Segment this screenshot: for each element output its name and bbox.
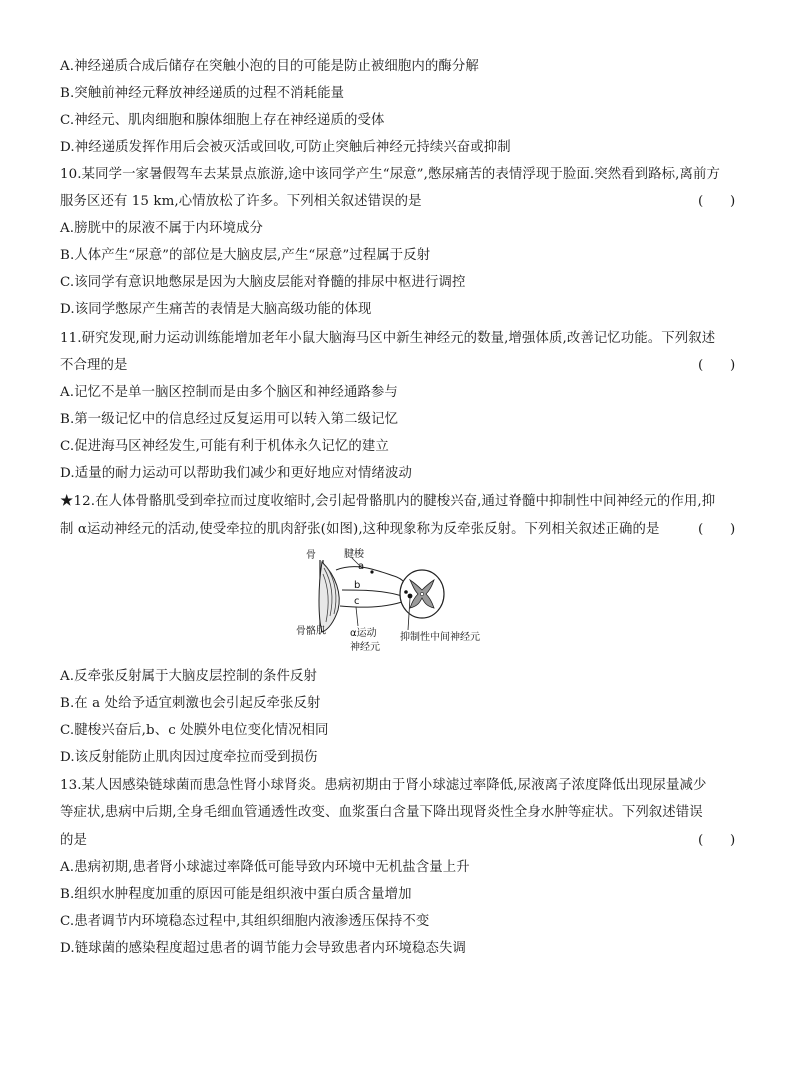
q10-stem-line1: 10.某同学一家暑假驾车去某景点旅游,途中该同学产生“尿意”,憋尿痛苦的表情浮现于脸面.突然看到路标,离前方	[60, 167, 720, 182]
fiber-b	[342, 590, 402, 596]
q11-option-d: D.适量的耐力运动可以帮助我们减少和更好地应对情绪波动	[60, 466, 412, 481]
q11-stem-line1: 11.研究发现,耐力运动训练能增加老年小鼠大脑海马区中新生神经元的数量,增强体质,改善记忆功能。下列叙述	[60, 331, 716, 346]
q11-option-a: A.记忆不是单一脑区控制而是由多个脑区和神经通路参与	[60, 385, 398, 400]
alpha-pointer-line	[356, 607, 358, 626]
q11-stem-line2: 不合理的是	[60, 358, 128, 373]
q9-option-d: D.神经递质发挥作用后会被灭活或回收,可防止突触后神经元持续兴奋或抑制	[60, 140, 511, 155]
q11-option-b: B.第一级记忆中的信息经过反复运用可以转入第二级记忆	[60, 412, 399, 427]
q12-option-a: A.反牵张反射属于大脑皮层控制的条件反射	[60, 669, 317, 684]
label-a: a	[358, 561, 365, 572]
label-inhibitory: 抑制性中间神经元	[400, 632, 480, 643]
label-c: c	[354, 596, 360, 607]
q12-stem-line2: 制 α运动神经元的活动,使受牵拉的肌肉舒张(如图),这种现象称为反牵张反射。下列相关叙述正确的是	[60, 522, 660, 537]
q9-option-b: B.突触前神经元释放神经递质的过程不消耗能量	[60, 86, 345, 101]
q13-answer-paren: ( )	[698, 833, 736, 848]
label-b: b	[354, 580, 361, 591]
q9-option-c: C.神经元、肌肉细胞和腺体细胞上存在神经递质的受体	[60, 113, 385, 128]
q12-option-c: C.腱梭兴奋后,b、c 处膜外电位变化情况相同	[60, 723, 329, 738]
q12-option-b: B.在 a 处给予适宜刺激也会引起反牵张反射	[60, 696, 321, 711]
q13-stem-line3: 的是	[60, 833, 87, 848]
interneuron-body	[408, 594, 413, 599]
point-a-marker	[370, 570, 373, 573]
q13-stem-line2: 等症状,患病中后期,全身毛细血管通透性改变、血浆蛋白含量下降出现肾炎性全身水肿等症状。下列叙述错误	[60, 805, 703, 820]
label-alpha-1: α运动	[350, 628, 377, 639]
q11-option-c: C.促进海马区神经发生,可能有利于机体永久记忆的建立	[60, 439, 389, 454]
q12-answer-paren: ( )	[698, 522, 736, 537]
q13-option-a: A.患病初期,患者肾小球滤过率降低可能导致内环境中无机盐含量上升	[60, 860, 470, 875]
reflex-diagram	[296, 546, 516, 658]
q10-option-c: C.该同学有意识地憋尿是因为大脑皮层能对脊髓的排尿中枢进行调控	[60, 275, 466, 290]
q10-stem-line2: 服务区还有 15 km,心情放松了许多。下列相关叙述错误的是	[60, 194, 422, 209]
label-bone: 骨	[306, 550, 316, 561]
label-tendon: 腱梭	[344, 549, 364, 560]
q12-stem-line1: ★12.在人体骨骼肌受到牵拉而过度收缩时,会引起骨骼肌内的腱梭兴奋,通过脊髓中抑制性中间神经元的作用,抑	[60, 494, 716, 509]
q13-option-b: B.组织水肿程度加重的原因可能是组织液中蛋白质含量增加	[60, 887, 412, 902]
q10-option-b: B.人体产生“尿意”的部位是大脑皮层,产生“尿意”过程属于反射	[60, 248, 431, 263]
label-alpha-2: 神经元	[350, 642, 380, 653]
central-canal	[420, 592, 423, 595]
q13-option-d: D.链球菌的感染程度超过患者的调节能力会导致患者内环境稳态失调	[60, 941, 466, 956]
q13-stem-line1: 13.某人因感染链球菌而患急性肾小球肾炎。患病初期由于肾小球滤过率降低,尿液离子浓度降低出现尿量减少	[60, 778, 707, 793]
q9-option-a: A.神经递质合成后储存在突触小泡的目的可能是防止被细胞内的酶分解	[60, 59, 479, 74]
q10-option-a: A.膀胱中的尿液不属于内环境成分	[60, 221, 263, 236]
q10-answer-paren: ( )	[698, 194, 736, 209]
label-muscle: 骨骼肌	[296, 626, 326, 637]
q10-option-d: D.该同学憋尿产生痛苦的表情是大脑高级功能的体现	[60, 302, 372, 317]
q11-answer-paren: ( )	[698, 358, 736, 373]
motor-fiber-c	[340, 602, 402, 607]
q13-option-c: C.患者调节内环境稳态过程中,其组织细胞内液渗透压保持不变	[60, 914, 430, 929]
q12-option-d: D.该反射能防止肌肉因过度牵拉而受到损伤	[60, 750, 318, 765]
neuron-body-2	[404, 590, 408, 594]
